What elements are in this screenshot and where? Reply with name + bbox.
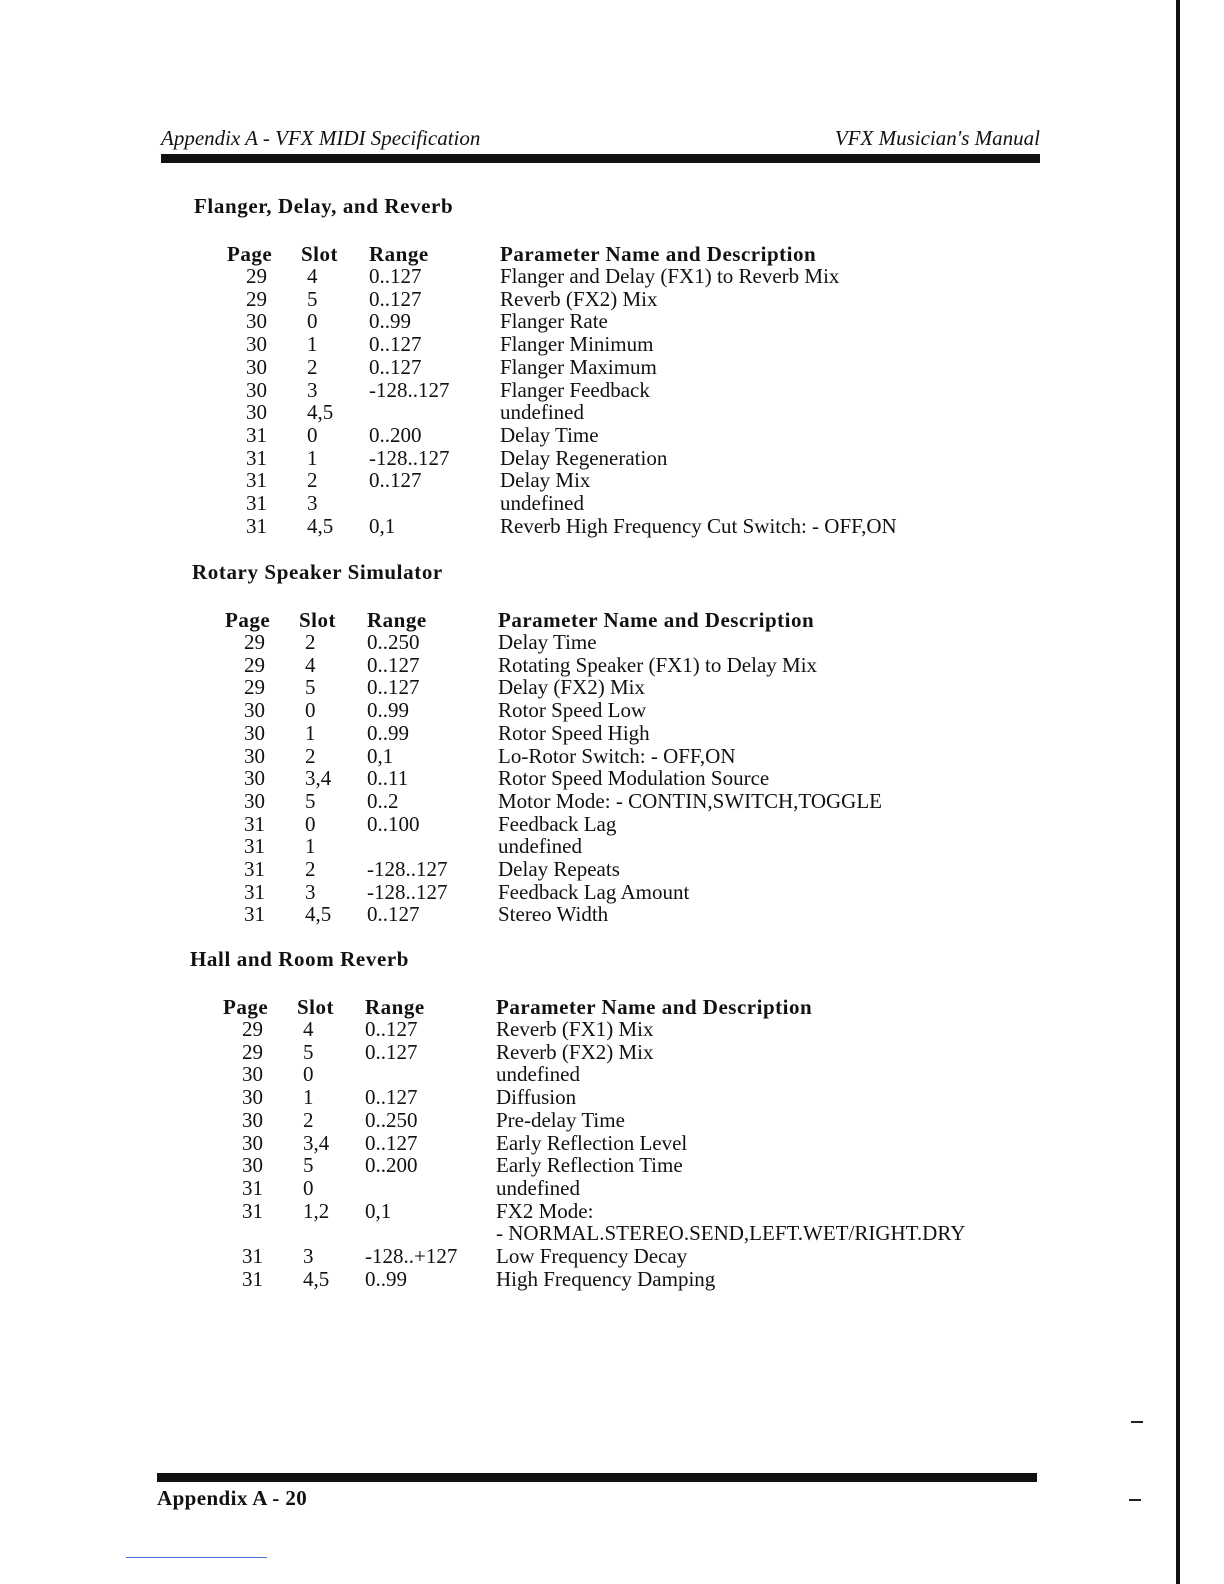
cell-description: Early Reflection Time <box>496 1153 683 1178</box>
cell-slot: 0 <box>303 1175 314 1200</box>
cell-slot: 0 <box>305 698 316 723</box>
cell-slot: 4,5 <box>307 513 334 538</box>
cell-description: Delay Regeneration <box>500 445 668 470</box>
cell-description: Low Frequency Decay <box>496 1244 688 1268</box>
cell-slot: 4,5 <box>305 902 332 927</box>
cell-page: 31 <box>246 445 267 470</box>
cell-range: 0..127 <box>369 286 422 311</box>
cell-slot: 4 <box>303 1017 314 1041</box>
cell-slot: 3,4 <box>305 766 332 791</box>
cell-range: 0..100 <box>367 811 420 836</box>
cell-page: 31 <box>242 1198 263 1223</box>
cell-slot: 5 <box>305 675 316 700</box>
cell-slot: 1 <box>307 332 318 357</box>
cell-range: 0..127 <box>365 1130 418 1155</box>
cell-page: 30 <box>244 788 265 813</box>
cell-page: 31 <box>244 857 265 881</box>
section-title: Flanger, Delay, and Reverb <box>194 194 454 218</box>
cell-page: 30 <box>246 354 267 379</box>
cell-page: 31 <box>244 879 265 904</box>
column-header-slot: Slot <box>297 995 335 1019</box>
cell-slot: 2 <box>307 354 318 379</box>
cell-page: 30 <box>242 1130 263 1155</box>
cell-slot: 0 <box>307 422 318 447</box>
cell-slot: 1 <box>307 445 318 470</box>
footer-rule <box>157 1473 1037 1482</box>
cell-page: 30 <box>244 766 265 791</box>
cell-range: 0..99 <box>367 698 409 723</box>
cell-page: 31 <box>242 1175 263 1200</box>
cell-slot: 3 <box>303 1244 314 1268</box>
cell-page: 30 <box>246 332 267 357</box>
cell-slot: 5 <box>307 286 318 311</box>
cell-range: 0..127 <box>365 1085 418 1110</box>
cell-range: 0..127 <box>369 264 422 288</box>
cell-slot: 0 <box>303 1062 314 1087</box>
section-title: Rotary Speaker Simulator <box>192 560 443 584</box>
cell-range: -128..+127 <box>365 1244 458 1268</box>
header-manual-title: VFX Musician's Manual <box>834 126 1040 150</box>
cell-slot: 0 <box>307 309 318 334</box>
cell-description: Reverb (FX2) Mix <box>496 1039 654 1064</box>
cell-description: Rotor Speed Low <box>498 698 647 723</box>
header-rule <box>161 154 1040 163</box>
column-header-slot: Slot <box>301 242 339 266</box>
running-header <box>161 126 1040 154</box>
cell-page: 30 <box>246 309 267 334</box>
cell-description: Diffusion <box>496 1085 577 1110</box>
cell-description: Lo-Rotor Switch: - OFF,ON <box>498 743 736 768</box>
column-header-range: Range <box>365 995 425 1019</box>
cell-slot: 2 <box>305 630 316 654</box>
cell-description: - NORMAL.STEREO.SEND,LEFT.WET/RIGHT.DRY <box>496 1221 966 1246</box>
cell-range: 0,1 <box>365 1198 392 1223</box>
cell-slot: 3 <box>307 491 318 515</box>
cell-description: Flanger and Delay (FX1) to Reverb Mix <box>500 264 840 288</box>
cell-description: Delay Repeats <box>498 857 620 881</box>
cell-description: undefined <box>496 1175 580 1200</box>
cell-page: 31 <box>244 811 265 836</box>
cell-page: 30 <box>244 720 265 745</box>
cell-page: 29 <box>242 1017 263 1041</box>
cell-slot: 3 <box>305 879 316 904</box>
cell-description: Early Reflection Level <box>496 1130 688 1155</box>
cell-range: 0..11 <box>367 766 409 791</box>
cell-range: 0..127 <box>367 902 420 927</box>
cell-description: Rotor Speed High <box>498 720 650 745</box>
cell-description: undefined <box>498 834 582 859</box>
cell-page: 29 <box>246 286 267 311</box>
cell-page: 30 <box>244 743 265 768</box>
cell-range: 0..2 <box>367 788 399 813</box>
column-header-desc: Parameter Name and Description <box>496 995 813 1019</box>
cell-range: -128..127 <box>367 857 448 881</box>
cell-slot: 3 <box>307 377 318 402</box>
cell-slot: 2 <box>305 857 316 881</box>
cell-slot: 5 <box>305 788 316 813</box>
cell-description: Flanger Feedback <box>500 377 650 402</box>
cell-slot: 2 <box>305 743 316 768</box>
cell-slot: 4,5 <box>303 1266 330 1291</box>
cell-slot: 3,4 <box>303 1130 330 1155</box>
cell-range: 0..127 <box>367 675 420 700</box>
cell-range: 0..200 <box>369 422 422 447</box>
column-header-page: Page <box>223 995 269 1019</box>
cell-description: Reverb (FX2) Mix <box>500 286 658 311</box>
cell-range: 0..250 <box>367 630 420 654</box>
cell-description: Motor Mode: - CONTIN,SWITCH,TOGGLE <box>498 788 882 813</box>
cell-description: Reverb (FX1) Mix <box>496 1017 654 1041</box>
cell-range: 0,1 <box>369 513 396 538</box>
cell-page: 30 <box>246 400 267 425</box>
scan-artifact-line <box>126 1557 267 1558</box>
cell-description: Delay (FX2) Mix <box>498 675 645 700</box>
cell-slot: 2 <box>303 1107 314 1132</box>
cell-page: 31 <box>246 513 267 538</box>
cell-description: Delay Mix <box>500 468 591 493</box>
cell-description: Rotor Speed Modulation Source <box>498 766 770 791</box>
cell-range: -128..127 <box>369 377 450 402</box>
cell-page: 29 <box>242 1039 263 1064</box>
cell-range: 0,1 <box>367 743 394 768</box>
cell-description: Rotating Speaker (FX1) to Delay Mix <box>498 652 818 677</box>
cell-description: Delay Time <box>500 422 599 447</box>
cell-description: Flanger Rate <box>500 309 608 334</box>
page-footer: Appendix A - 20 <box>157 1486 308 1510</box>
cell-range: -128..127 <box>367 879 448 904</box>
cell-page: 31 <box>246 491 267 515</box>
margin-tick <box>1131 1421 1143 1423</box>
column-header-page: Page <box>227 242 273 266</box>
scan-edge <box>1176 0 1180 1584</box>
cell-description: Flanger Maximum <box>500 354 657 379</box>
cell-slot: 4 <box>307 264 318 288</box>
cell-slot: 4 <box>305 652 316 677</box>
cell-range: 0..127 <box>365 1017 418 1041</box>
cell-range: 0..127 <box>365 1039 418 1064</box>
column-header-range: Range <box>367 608 427 632</box>
cell-page: 30 <box>246 377 267 402</box>
cell-range: 0..99 <box>369 309 411 334</box>
cell-range: -128..127 <box>369 445 450 470</box>
cell-page: 29 <box>244 652 265 677</box>
cell-slot: 2 <box>307 468 318 493</box>
column-header-slot: Slot <box>299 608 337 632</box>
cell-page: 29 <box>244 675 265 700</box>
cell-description: undefined <box>500 400 584 425</box>
column-header-range: Range <box>369 242 429 266</box>
cell-page: 30 <box>242 1153 263 1178</box>
cell-page: 31 <box>242 1244 263 1268</box>
cell-slot: 1 <box>305 720 316 745</box>
cell-slot: 1 <box>305 834 316 859</box>
cell-range: 0..99 <box>365 1266 407 1291</box>
cell-slot: 1,2 <box>303 1198 330 1223</box>
cell-page: 31 <box>246 468 267 493</box>
cell-range: 0..127 <box>369 354 422 379</box>
margin-tick <box>1129 1499 1141 1501</box>
cell-page: 29 <box>244 630 265 654</box>
cell-description: FX2 Mode: <box>496 1198 594 1223</box>
cell-range: 0..250 <box>365 1107 418 1132</box>
cell-page: 31 <box>244 902 265 927</box>
cell-description: Reverb High Frequency Cut Switch: - OFF,ON <box>500 513 897 538</box>
cell-description: undefined <box>496 1062 580 1087</box>
cell-range: 0..127 <box>367 652 420 677</box>
cell-slot: 5 <box>303 1153 314 1178</box>
cell-description: Stereo Width <box>498 902 609 927</box>
cell-page: 30 <box>244 698 265 723</box>
cell-range: 0..127 <box>369 332 422 357</box>
cell-description: Feedback Lag Amount <box>498 879 690 904</box>
cell-page: 29 <box>246 264 267 288</box>
cell-page: 31 <box>242 1266 263 1291</box>
cell-description: Flanger Minimum <box>500 332 654 357</box>
cell-page: 30 <box>242 1085 263 1110</box>
cell-description: undefined <box>500 491 584 515</box>
cell-description: High Frequency Damping <box>496 1266 716 1291</box>
cell-range: 0..200 <box>365 1153 418 1178</box>
cell-range: 0..99 <box>367 720 409 745</box>
cell-page: 31 <box>244 834 265 859</box>
column-header-desc: Parameter Name and Description <box>500 242 817 266</box>
cell-slot: 1 <box>303 1085 314 1110</box>
header-chapter: Appendix A - VFX MIDI Specification <box>161 126 481 150</box>
cell-page: 30 <box>242 1107 263 1132</box>
cell-slot: 5 <box>303 1039 314 1064</box>
cell-description: Pre-delay Time <box>496 1107 625 1132</box>
column-header-page: Page <box>225 608 271 632</box>
cell-description: Delay Time <box>498 630 597 654</box>
column-header-desc: Parameter Name and Description <box>498 608 815 632</box>
section-title: Hall and Room Reverb <box>190 947 410 971</box>
cell-slot: 0 <box>305 811 316 836</box>
cell-slot: 4,5 <box>307 400 334 425</box>
cell-page: 30 <box>242 1062 263 1087</box>
cell-description: Feedback Lag <box>498 811 617 836</box>
cell-page: 31 <box>246 422 267 447</box>
cell-range: 0..127 <box>369 468 422 493</box>
